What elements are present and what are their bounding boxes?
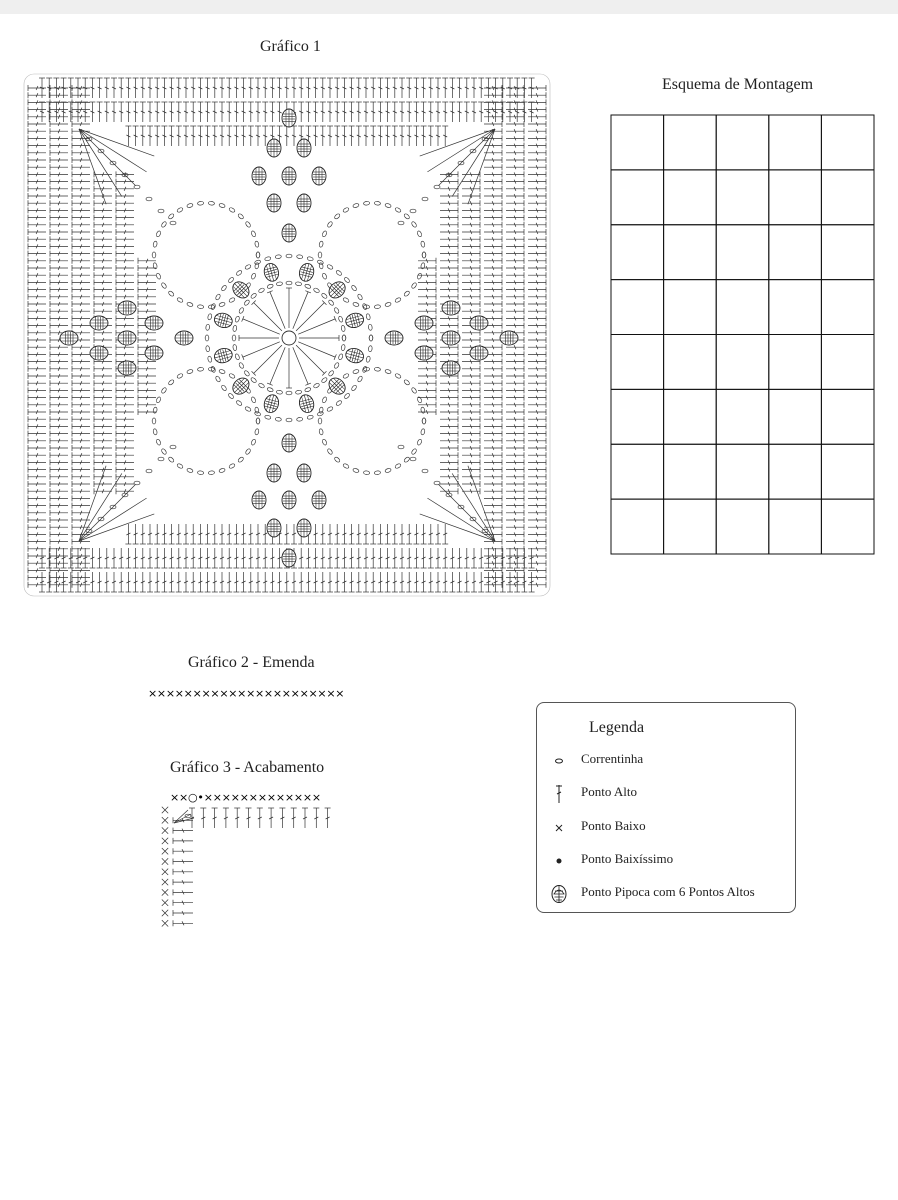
legend-item-popcorn: Ponto Pipoca com 6 Pontos Altos: [537, 882, 795, 908]
popcorn-stitch: [500, 331, 518, 345]
assembly-cell: [769, 225, 822, 280]
assembly-cell: [716, 115, 769, 170]
popcorn-stitch: [344, 311, 365, 329]
popcorn-stitch: [297, 464, 311, 482]
popcorn-stitch: [312, 167, 326, 185]
assembly-cell: [769, 389, 822, 444]
popcorn-stitch: [385, 331, 403, 345]
popcorn-stitch: [118, 331, 136, 345]
popcorn-stitch: [213, 311, 234, 329]
assembly-cell: [664, 335, 717, 390]
chart1-title: Gráfico 1: [260, 38, 321, 55]
assembly-cell: [769, 499, 822, 554]
popcorn-stitch: [252, 491, 266, 509]
popcorn-stitch: [298, 262, 316, 283]
popcorn-stitch: [344, 347, 365, 365]
assembly-cell: [611, 499, 664, 554]
assembly-cell: [664, 115, 717, 170]
popcorn-stitch: [60, 331, 78, 345]
popcorn-stitch: [297, 194, 311, 212]
assembly-cell: [821, 115, 874, 170]
popcorn-stitch: [252, 167, 266, 185]
popcorn-stitch: [442, 361, 460, 375]
popcorn-stitch: [282, 491, 296, 509]
popcorn-stitch: [90, 316, 108, 330]
popcorn-stitch: [282, 549, 296, 567]
assembly-cell: [716, 389, 769, 444]
popcorn-stitch: [267, 139, 281, 157]
assembly-cell: [664, 170, 717, 225]
assembly-cell: [664, 444, 717, 499]
assembly-cell: [821, 444, 874, 499]
chart3-title: Gráfico 3 - Acabamento: [170, 759, 325, 776]
assembly-cell: [611, 170, 664, 225]
assembly-cell: [769, 280, 822, 335]
chart3-finishing-diagram: [158, 788, 348, 948]
viewer-top-bar: [0, 0, 898, 14]
legend-item-double-crochet: Ponto Alto: [537, 782, 795, 808]
chart2-join-row: [148, 684, 378, 704]
legend-item-slip-stitch: Ponto Baixíssimo: [537, 849, 795, 875]
assembly-cell: [664, 389, 717, 444]
popcorn-stitch: [415, 316, 433, 330]
popcorn-stitch: [145, 346, 163, 360]
chart1-square-diagram: [22, 72, 552, 598]
assembly-cell: [611, 389, 664, 444]
assembly-cell: [769, 170, 822, 225]
assembly-title: Esquema de Montagem: [662, 76, 814, 93]
assembly-cell: [769, 115, 822, 170]
popcorn-stitch: [262, 262, 280, 283]
chart2-title: Gráfico 2 - Emenda: [188, 654, 315, 671]
slip-stitch-icon: [547, 849, 571, 873]
assembly-cell: [821, 280, 874, 335]
popcorn-stitch: [297, 139, 311, 157]
popcorn-stitch: [267, 519, 281, 537]
assembly-cell: [611, 280, 664, 335]
assembly-cell: [611, 444, 664, 499]
assembly-cell: [716, 499, 769, 554]
popcorn-stitch: [213, 347, 234, 365]
popcorn-stitch: [175, 331, 193, 345]
popcorn-stitch: [90, 346, 108, 360]
assembly-cell: [821, 170, 874, 225]
assembly-cell: [664, 225, 717, 280]
assembly-cell: [716, 335, 769, 390]
finishing-top-row: ××○•×××××××××××××: [170, 791, 321, 804]
popcorn-stitch-icon: [547, 882, 571, 906]
legend-item-single-crochet: Ponto Baixo: [537, 816, 795, 842]
popcorn-stitch: [282, 167, 296, 185]
assembly-grid: [610, 114, 875, 555]
assembly-cell: [821, 225, 874, 280]
assembly-cell: [769, 444, 822, 499]
popcorn-stitch: [442, 301, 460, 315]
assembly-cell: [769, 335, 822, 390]
assembly-cell: [716, 444, 769, 499]
popcorn-stitch: [470, 346, 488, 360]
popcorn-stitch: [267, 464, 281, 482]
assembly-cell: [664, 499, 717, 554]
popcorn-stitch: [118, 301, 136, 315]
assembly-cell: [664, 280, 717, 335]
popcorn-stitch: [312, 491, 326, 509]
join-stitch-row: ××××××××××××××××××××××: [148, 687, 345, 700]
chain-stitch-icon: [547, 749, 571, 773]
assembly-cell: [611, 335, 664, 390]
assembly-cell: [611, 225, 664, 280]
popcorn-stitch: [298, 393, 316, 414]
popcorn-stitch: [415, 346, 433, 360]
popcorn-stitch: [282, 434, 296, 452]
popcorn-stitch: [470, 316, 488, 330]
assembly-cell: [821, 389, 874, 444]
assembly-cell: [611, 115, 664, 170]
popcorn-stitch: [262, 393, 280, 414]
assembly-cell: [716, 170, 769, 225]
legend-box: [536, 702, 796, 913]
popcorn-stitch: [442, 331, 460, 345]
assembly-cell: [716, 280, 769, 335]
popcorn-stitch: [282, 224, 296, 242]
popcorn-stitch: [297, 519, 311, 537]
popcorn-stitch: [118, 361, 136, 375]
assembly-cell: [821, 335, 874, 390]
assembly-cell: [716, 225, 769, 280]
double-crochet-icon: [547, 782, 571, 806]
legend-title: Legenda: [589, 719, 645, 736]
popcorn-stitch: [145, 316, 163, 330]
popcorn-stitch: [282, 109, 296, 127]
legend-item-chain: Correntinha: [537, 749, 795, 775]
popcorn-stitch: [267, 194, 281, 212]
assembly-cell: [821, 499, 874, 554]
single-crochet-icon: [547, 816, 571, 840]
